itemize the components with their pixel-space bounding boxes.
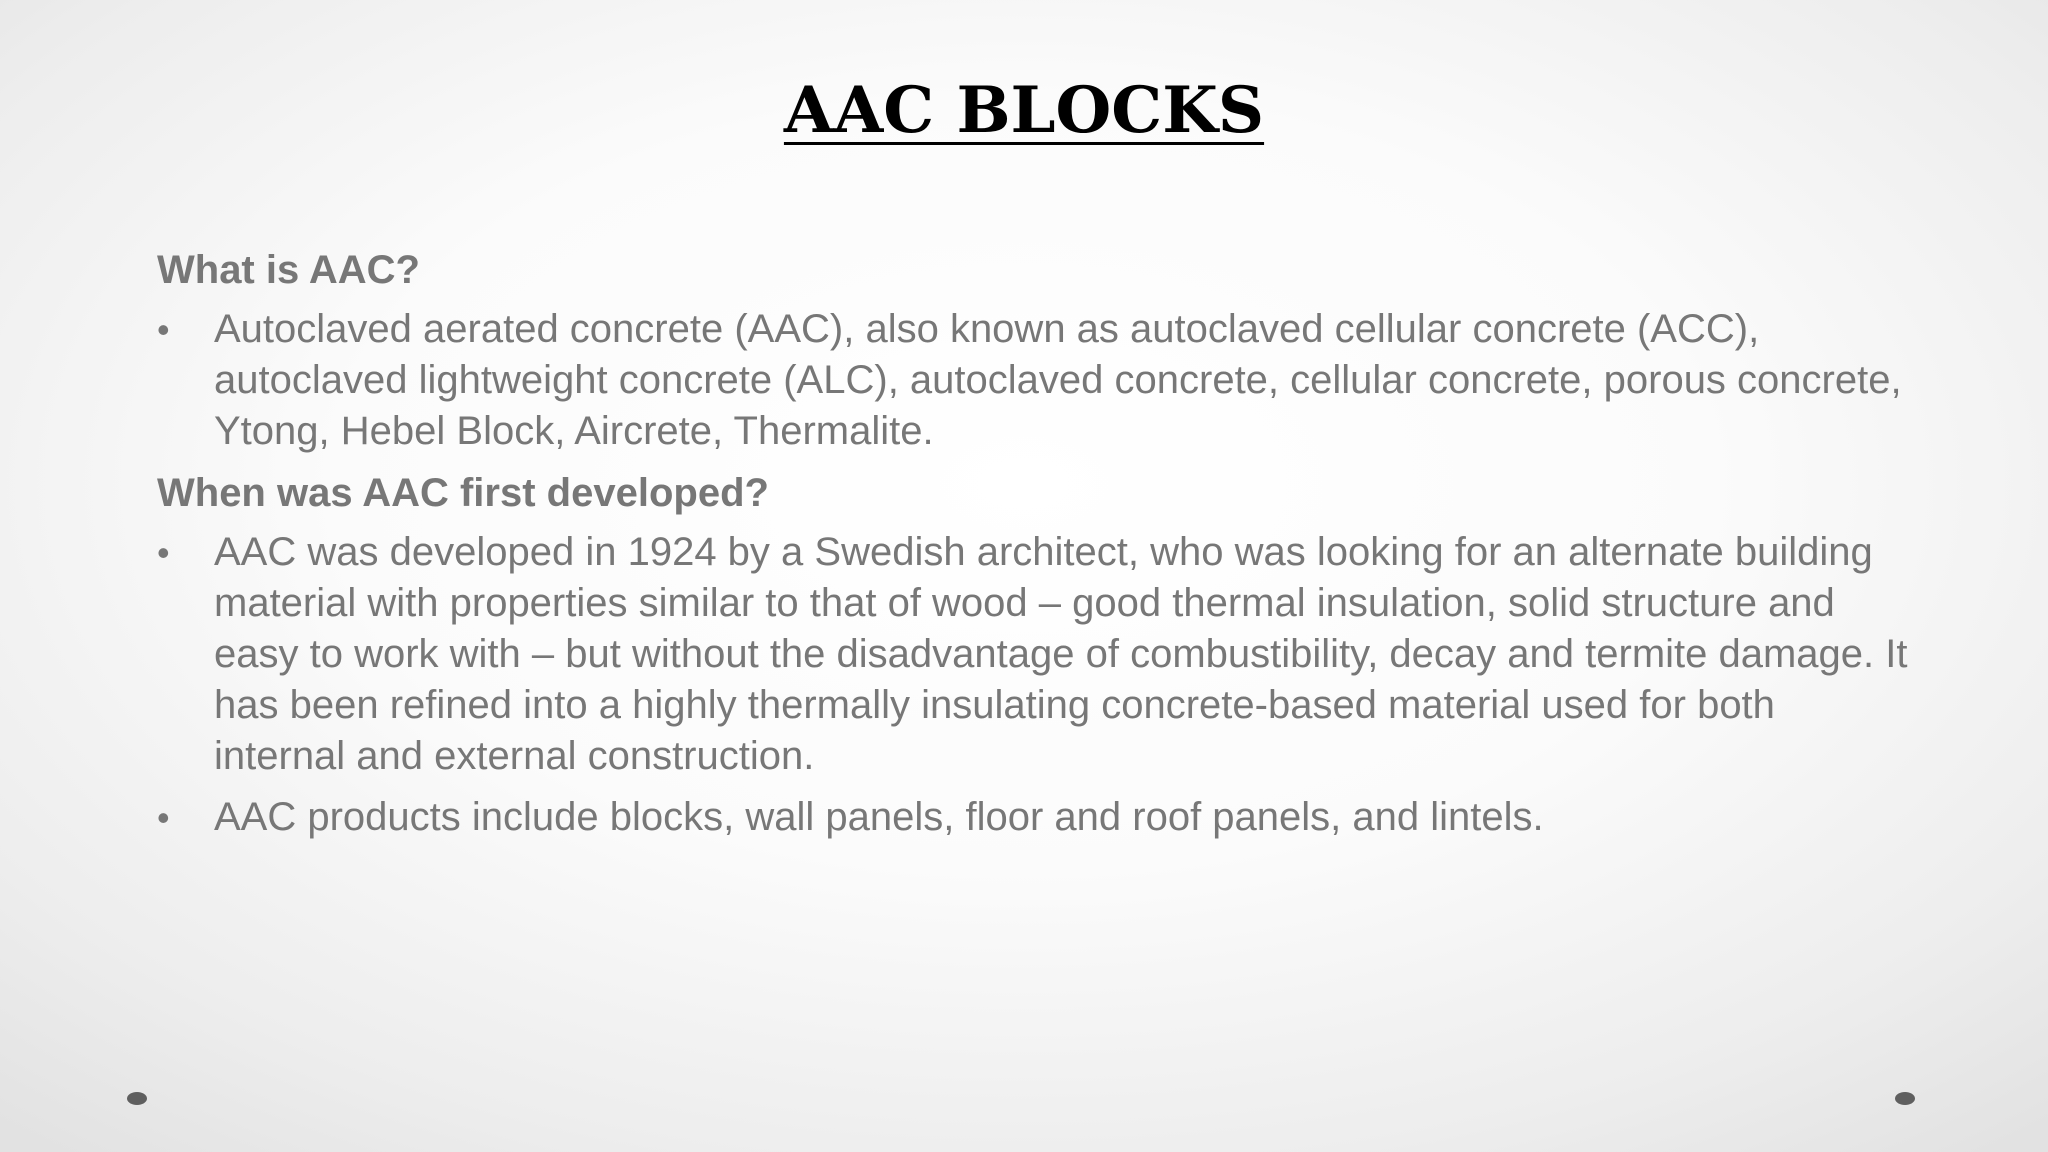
bullet-icon: • (157, 532, 170, 573)
slide-title-text: AAC BLOCKS (783, 73, 1265, 148)
bullet-icon: • (157, 309, 170, 350)
bullet-item (157, 304, 1917, 457)
corner-dot-left-icon (127, 1092, 147, 1105)
slide-title (0, 70, 2048, 152)
section-heading-when-developed: When was AAC first developed? (157, 471, 769, 515)
slide-content (157, 244, 1917, 853)
corner-dot-right-icon (1895, 1092, 1915, 1105)
bullet-text: Autoclaved aerated concrete (AAC), also known as autoclaved cellular concrete (ACC), autoclaved lightweight concrete (ALC), autoclaved concrete, cellular concrete, porous concrete, Ytong, Hebel Block, Aircrete, Thermalite. (214, 307, 1902, 453)
bullet-icon: • (157, 797, 170, 838)
bullet-text: AAC was developed in 1924 by a Swedish architect, who was looking for an alternate building material with properties similar to that of wood – good thermal insulation, solid structure and easy to work with – but without the disadvantage of combustibility, decay and termite damage. It has been refined into a highly thermally insulating concrete-based material used for both internal and external construction. (214, 530, 1908, 778)
section-heading-what-is-aac: What is AAC? (157, 248, 420, 292)
bullet-item (157, 792, 1917, 843)
bullet-text: AAC products include blocks, wall panels, floor and roof panels, and lintels. (214, 795, 1544, 839)
bullet-item (157, 527, 1917, 782)
